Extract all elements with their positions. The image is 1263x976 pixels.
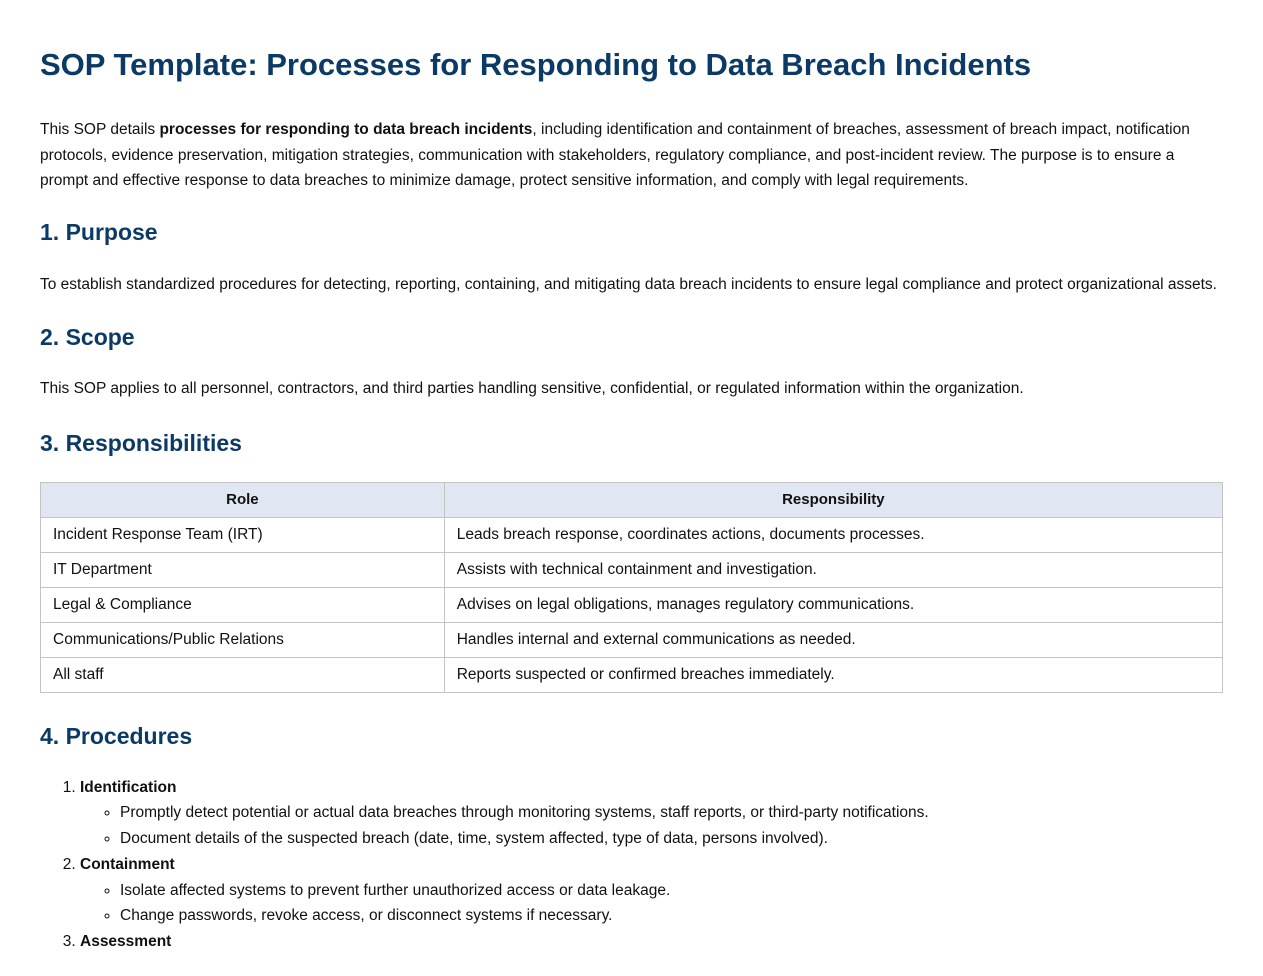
responsibility-cell: Advises on legal obligations, manages regulatory communications. — [444, 587, 1222, 622]
responsibility-cell: Reports suspected or confirmed breaches immediately. — [444, 657, 1222, 692]
step-items — [80, 800, 1223, 852]
table-row — [41, 657, 1223, 692]
table-header-row — [41, 482, 1223, 517]
intro-paragraph — [40, 117, 1223, 194]
purpose-heading: 1. Purpose — [40, 218, 158, 245]
list-item: ◦ Document details of the suspected breach (date, time, system affected, type of data, persons involved). — [120, 826, 1223, 852]
responsibility-cell: Assists with technical containment and investigation. — [444, 552, 1222, 587]
step-title: Assessment — [80, 933, 172, 951]
step-title: Identification — [80, 778, 177, 796]
scope-heading: 2. Scope — [40, 324, 135, 350]
list-item: ◦ Isolate affected systems to prevent further unauthorized access or data leakage. — [120, 878, 1223, 904]
role-cell: All staff — [41, 657, 445, 692]
table-row — [41, 622, 1223, 657]
procedures-heading: 4. Procedures — [40, 722, 193, 749]
column-header-responsibility: Responsibility — [444, 482, 1222, 517]
intro-bold-phrase: processes for responding to data breach incidents — [159, 121, 533, 138]
responsibilities-table — [40, 482, 1223, 693]
table-row — [41, 552, 1223, 587]
table-row — [41, 517, 1223, 552]
step-items — [80, 878, 1223, 930]
intro-text-start: This SOP details — [40, 121, 160, 138]
list-item: ◦ Change passwords, revoke access, or disconnect systems if necessary. — [120, 903, 1223, 929]
procedure-step-identification — [80, 775, 1223, 852]
purpose-text: To establish standardized procedures for detecting, reporting, containing, and mitigating data breach incidents to ensure legal compliance and protect organizational assets. — [40, 275, 1217, 293]
responsibility-cell: Leads breach response, coordinates actions, documents processes. — [444, 517, 1222, 552]
page-title: SOP Template: Processes for Responding to Data Breach Incidents — [40, 47, 1032, 82]
procedure-step-containment — [80, 852, 1223, 929]
column-header-role: Role — [41, 482, 445, 517]
responsibility-cell: Handles internal and external communications as needed. — [444, 622, 1222, 657]
procedure-step-assessment — [80, 929, 1223, 955]
scope-text: This SOP applies to all personnel, contractors, and third parties handling sensitive, confidential, or regulated information within the organization. — [40, 380, 1024, 397]
list-item: ◦ Promptly detect potential or actual data breaches through monitoring systems, staff reports, or third-party notifications. — [120, 800, 1223, 826]
table-row — [41, 587, 1223, 622]
intro-text-end: , including identification and containment of breaches, assessment of breach impact, notification protocols, evidence preservation, mitigation strategies, communication with stakeholders, regulatory compliance, and post-incident review. The purpose is to ensure a prompt and effective response to data breaches to minimize damage, protect sensitive information, and comply with legal requirements. — [40, 121, 1190, 189]
role-cell: Incident Response Team (IRT) — [41, 517, 445, 552]
responsibilities-heading: 3. Responsibilities — [40, 429, 242, 456]
role-cell: Legal & Compliance — [41, 587, 445, 622]
role-cell: IT Department — [41, 552, 445, 587]
role-cell: Communications/Public Relations — [41, 622, 445, 657]
procedures-list — [40, 775, 1223, 956]
step-title: Containment — [80, 855, 175, 873]
